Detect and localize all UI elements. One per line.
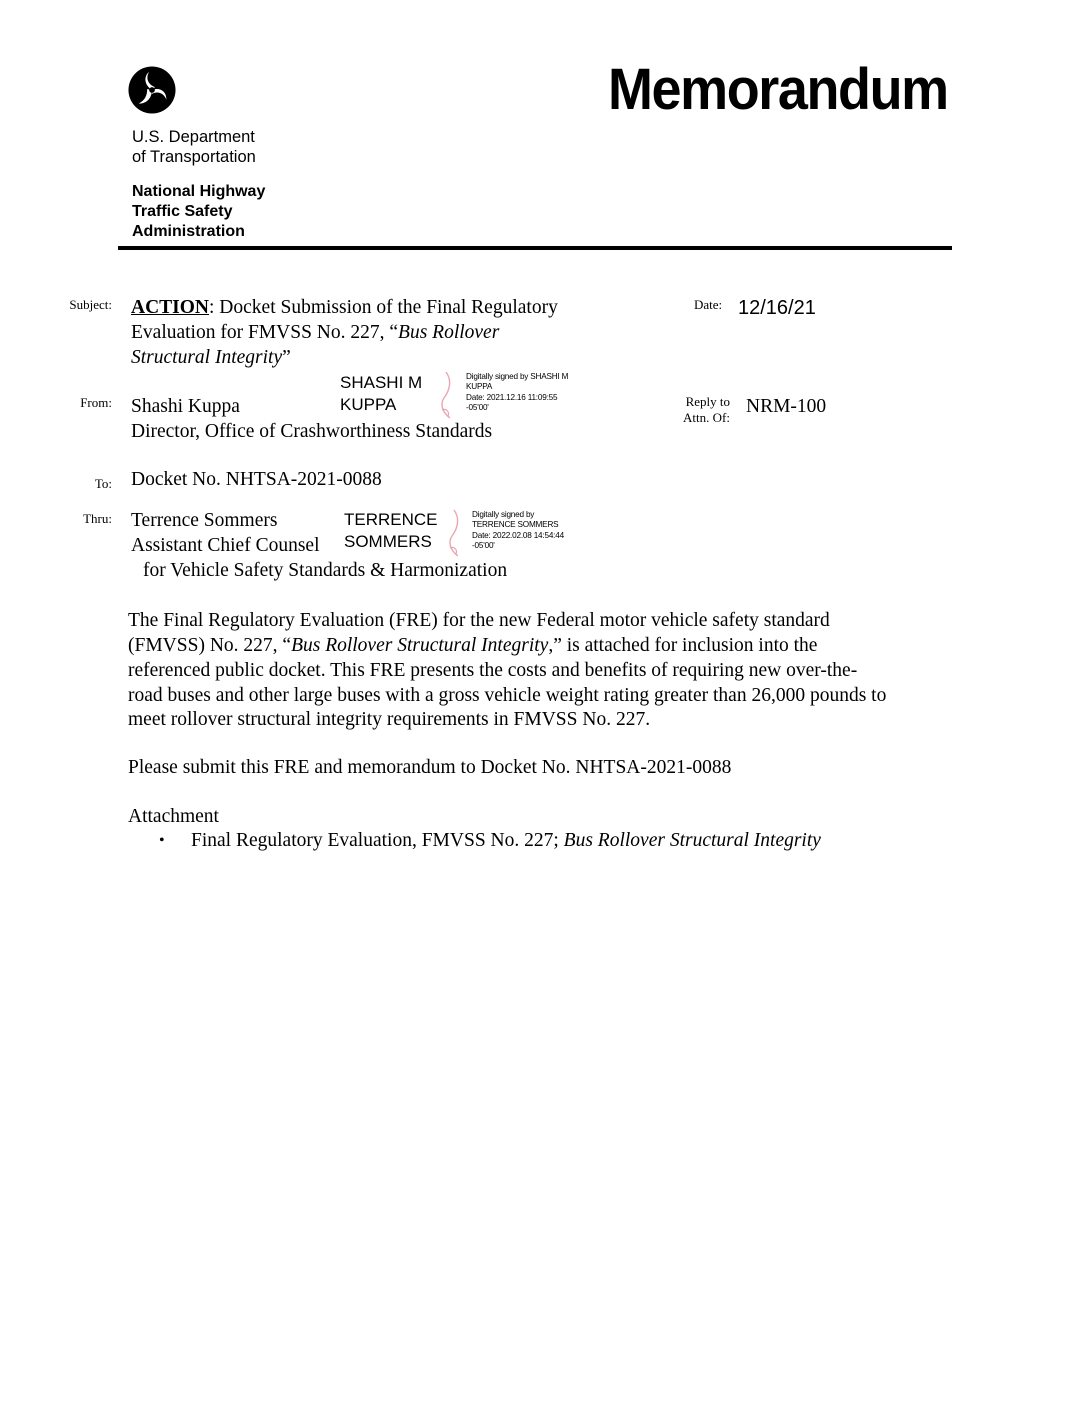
agency-line-1: National Highway [132, 183, 266, 200]
subject-text-line-2: Evaluation for FMVSS No. 227, “ [131, 322, 399, 343]
attachment-bullet-icon: • [159, 832, 165, 849]
signature-kuppa-detail-2: KUPPA [466, 382, 493, 391]
signature-kuppa-detail-4: -05'00' [466, 403, 489, 412]
body-p1-line-5: meet rollover structural integrity requirements in FMVSS No. 227. [128, 709, 651, 730]
subject-line-3 [131, 346, 291, 371]
agency-line-2: Traffic Safety [132, 203, 233, 220]
signature-kuppa-detail-3: Date: 2021.12.16 11:09:55 [466, 393, 558, 402]
to-label: To: [94, 476, 112, 491]
subject-close-quote: ” [282, 347, 291, 368]
to-value: Docket No. NHTSA-2021-0088 [131, 469, 382, 490]
signature-sommers-detail-4: -05'00' [472, 541, 495, 550]
signature-kuppa-detail-1: Digitally signed by SHASHI M [466, 372, 569, 381]
body-p1-line-2-start: (FMVSS) No. 227, “ [128, 635, 292, 656]
signature-kuppa-mark-icon [438, 370, 458, 422]
thru-title-1: Assistant Chief Counsel [131, 535, 320, 556]
attachment-heading: Attachment [128, 806, 219, 827]
agency-line-3: Administration [132, 223, 245, 240]
subject-line-2 [131, 321, 499, 346]
body-p2: Please submit this FRE and memorandum to Docket No. NHTSA-2021-0088 [128, 757, 732, 778]
date-label: Date: [694, 297, 723, 312]
signature-sommers-mark-icon [446, 508, 466, 560]
memorandum-title: Memorandum [608, 57, 948, 122]
subject-title-italic-2: Structural Integrity [131, 347, 283, 368]
attachment-item-title-italic: Bus Rollover Structural Integrity [563, 830, 821, 851]
body-p1-line-2-end: ,” is attached for inclusion into the [548, 635, 818, 656]
department-line-2: of Transportation [132, 148, 256, 166]
signature-sommers-detail-3: Date: 2022.02.08 14:54:44 [472, 531, 564, 540]
body-p1-line-4: road buses and other large buses with a gross vehicle weight rating greater than 26,000 pounds to [128, 685, 887, 706]
body-standard-title-italic: Bus Rollover Structural Integrity [291, 635, 549, 656]
attachment-item [191, 829, 821, 854]
subject-text-line-1: : Docket Submission of the Final Regulatory [209, 297, 558, 318]
subject-action: ACTION [131, 297, 210, 318]
body-p1-line-1: The Final Regulatory Evaluation (FRE) for the new Federal motor vehicle safety standard [128, 610, 830, 631]
signature-sommers-detail-1: Digitally signed by [472, 510, 535, 519]
body-p1-line-2 [128, 634, 968, 659]
attachment-item-text: Final Regulatory Evaluation, FMVSS No. 227; [191, 830, 564, 851]
reply-to-label [668, 394, 730, 426]
dot-triskelion-logo-icon [128, 66, 176, 114]
reply-to-label-line-2: Attn. Of: [683, 410, 730, 425]
signature-kuppa-name-2: KUPPA [340, 395, 397, 414]
header-divider [118, 246, 952, 250]
signature-sommers-name-1: TERRENCE [344, 510, 438, 529]
subject-label: Subject: [69, 297, 112, 312]
reply-to-value: NRM-100 [746, 396, 827, 417]
from-name: Shashi Kuppa [131, 396, 240, 417]
from-label: From: [80, 395, 112, 410]
subject-title-italic-1: Bus Rollover [398, 322, 500, 343]
signature-sommers-name-2: SOMMERS [344, 532, 432, 551]
reply-to-label-line-1: Reply to [685, 394, 730, 409]
thru-title-2: for Vehicle Safety Standards & Harmonization [143, 560, 508, 581]
department-line-1: U.S. Department [132, 128, 255, 146]
thru-label: Thru: [83, 511, 112, 526]
from-title: Director, Office of Crashworthiness Standards [131, 421, 493, 442]
thru-name: Terrence Sommers [131, 510, 278, 531]
body-p1-line-3: referenced public docket. This FRE presents the costs and benefits of requiring new over-the- [128, 660, 858, 681]
subject-line-1 [131, 296, 558, 321]
date-value: 12/16/21 [738, 297, 816, 319]
signature-sommers-detail-2: TERRENCE SOMMERS [472, 520, 559, 529]
signature-kuppa-name-1: SHASHI M [340, 373, 423, 392]
